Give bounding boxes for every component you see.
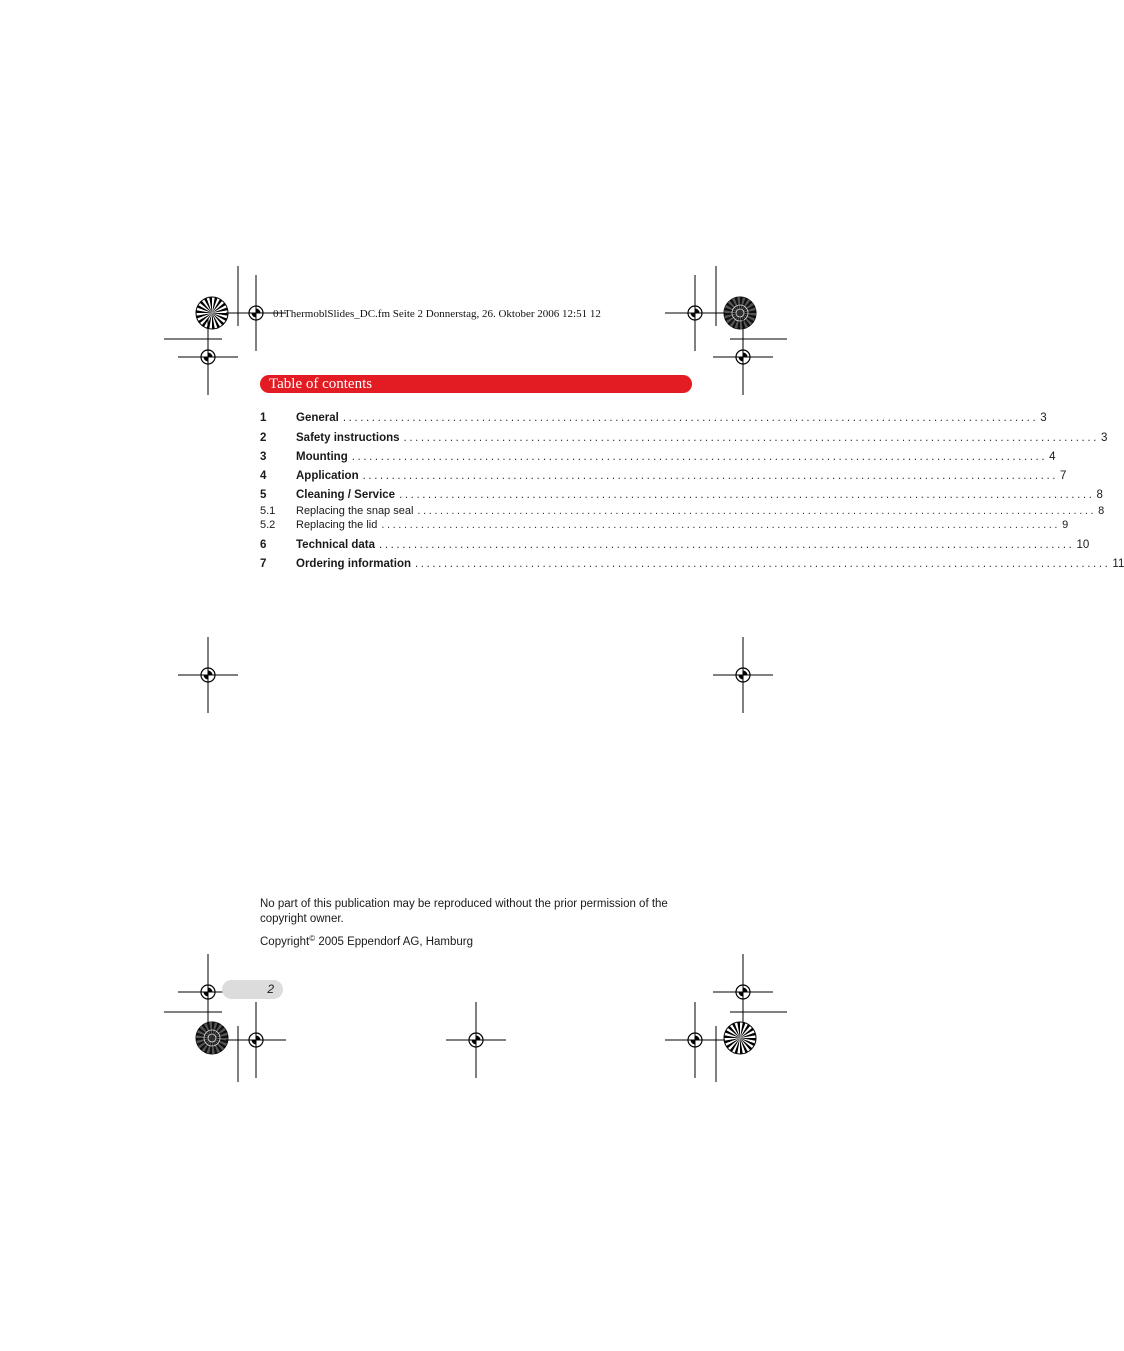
toc-entry-page: 8 xyxy=(1098,505,1105,517)
toc-entry-page: 3 xyxy=(1040,412,1047,424)
toc-entry-page: 10 xyxy=(1076,539,1090,551)
registration-starburst-icon xyxy=(196,1022,228,1054)
toc-dot-leader: ........................................................................................................................ xyxy=(351,451,1048,463)
toc-entry-cleaning-service[interactable] xyxy=(260,487,1103,503)
toc-entry-page: 7 xyxy=(1060,470,1067,482)
toc-entry-number: 4 xyxy=(260,470,267,482)
page-number: 2 xyxy=(267,982,274,996)
toc-dot-leader: ........................................................................................................................ xyxy=(417,505,1097,517)
toc-entry-safety-instructions[interactable] xyxy=(260,430,1108,446)
toc-entry-technical-data[interactable] xyxy=(260,537,1090,553)
toc-entry-label: Mounting xyxy=(296,451,348,463)
toc-entry-page: 9 xyxy=(1062,519,1069,531)
toc-dot-leader: ........................................................................................................................ xyxy=(403,432,1099,444)
copyright-text: 2005 Eppendorf AG, Hamburg xyxy=(315,936,474,948)
toc-entry-number: 6 xyxy=(260,539,267,551)
toc-entry-number: 1 xyxy=(260,412,267,424)
registration-starburst-icon xyxy=(196,297,228,329)
toc-entry-number: 7 xyxy=(260,558,267,570)
toc-entry-number: 2 xyxy=(260,432,267,444)
toc-dot-leader: ........................................................................................................................ xyxy=(362,470,1059,482)
toc-entry-label: Replacing the snap seal xyxy=(296,505,414,517)
toc-title-banner xyxy=(260,375,692,393)
toc-dot-leader: ........................................................................................................................ xyxy=(381,519,1061,531)
toc-entry-replacing-lid[interactable] xyxy=(260,517,1069,533)
toc-entry-page: 8 xyxy=(1096,489,1103,501)
toc-entry-label: Application xyxy=(296,470,359,482)
toc-entry-page: 11 xyxy=(1112,558,1124,570)
toc-dot-leader: ........................................................................................................................ xyxy=(415,558,1111,570)
print-slug-line: 01ThermoblSlides_DC.fm Seite 2 Donnerstag, 26. Oktober 2006 12:51 12 xyxy=(273,308,601,320)
toc-entry-number: 3 xyxy=(260,451,267,463)
registration-starburst-icon xyxy=(724,1022,756,1054)
toc-dot-leader: ........................................................................................................................ xyxy=(342,412,1039,424)
toc-entry-label: Technical data xyxy=(296,539,376,551)
toc-entry-general[interactable] xyxy=(260,410,1047,426)
page-number-tab xyxy=(222,980,283,999)
toc-entry-ordering-information[interactable] xyxy=(260,556,1124,572)
toc-entry-number: 5 xyxy=(260,489,267,501)
toc-entry-number: 5.2 xyxy=(260,519,276,531)
toc-entry-number: 5.1 xyxy=(260,505,276,517)
toc-entry-page: 4 xyxy=(1049,451,1056,463)
toc-dot-leader: ........................................................................................................................ xyxy=(399,489,1095,501)
toc-entry-label: General xyxy=(296,412,339,424)
toc-entry-label: Replacing the lid xyxy=(296,519,378,531)
copyright-symbol: © xyxy=(309,934,316,943)
reproduction-notice: No part of this publication may be reproduced without the prior permission of the copyright owner. xyxy=(260,898,668,925)
registration-starburst-icon xyxy=(724,297,756,329)
toc-title: Table of contents xyxy=(269,376,373,392)
copyright-prefix: Copyright xyxy=(260,936,310,948)
copyright-line xyxy=(260,931,473,950)
toc-entry-mounting[interactable] xyxy=(260,449,1056,465)
toc-entry-label: Safety instructions xyxy=(296,432,400,444)
toc-entry-label: Cleaning / Service xyxy=(296,489,396,501)
toc-entry-page: 3 xyxy=(1100,432,1108,444)
toc-entry-application[interactable] xyxy=(260,468,1067,484)
toc-entry-label: Ordering information xyxy=(296,558,411,570)
toc-dot-leader: ........................................................................................................................ xyxy=(379,539,1075,551)
